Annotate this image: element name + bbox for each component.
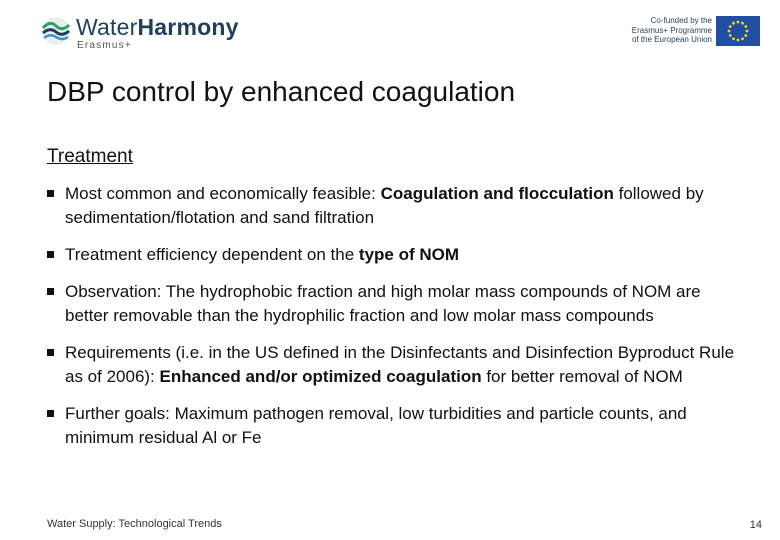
- eu-funding-text: Co-funded by the Erasmus+ Programme of the European Union: [631, 16, 712, 44]
- list-item: Requirements (i.e. in the US defined in the Disinfectants and Disinfection Byproduct Rule as of 2006): Enhanced and/or optimized coagulation for better removal of NOM: [47, 341, 747, 389]
- page-title: DBP control by enhanced coagulation: [47, 76, 516, 107]
- eu-flag-icon: [716, 16, 760, 46]
- bullet-square-icon: [47, 288, 54, 295]
- bullet-square-icon: [47, 251, 54, 258]
- list-item: Most common and economically feasible: Coagulation and flocculation followed by sedimentation/flotation and sand filtration: [47, 182, 747, 230]
- footer-text: Water Supply: Technological Trends: [47, 518, 222, 530]
- list-item: Further goals: Maximum pathogen removal, low turbidities and particle counts, and minimum residual Al or Fe: [47, 402, 747, 450]
- logo-subtitle: Erasmus+: [77, 40, 132, 51]
- water-harmony-logo-icon: [40, 16, 72, 46]
- logo-name: WaterHarmony: [76, 14, 239, 40]
- bullet-list: [47, 182, 747, 463]
- bullet-square-icon: [47, 190, 54, 197]
- bullet-square-icon: [47, 410, 54, 417]
- bullet-square-icon: [47, 349, 54, 356]
- page-number: 14: [749, 519, 762, 531]
- section-heading: Treatment: [47, 146, 133, 167]
- list-item: Treatment efficiency dependent on the type of NOM: [47, 243, 747, 267]
- eu-funding-badge: [620, 16, 760, 48]
- list-item: Observation: The hydrophobic fraction and high molar mass compounds of NOM are better removable than the hydrophilic fraction and low molar mass compounds: [47, 280, 747, 328]
- water-harmony-logo: [40, 14, 240, 52]
